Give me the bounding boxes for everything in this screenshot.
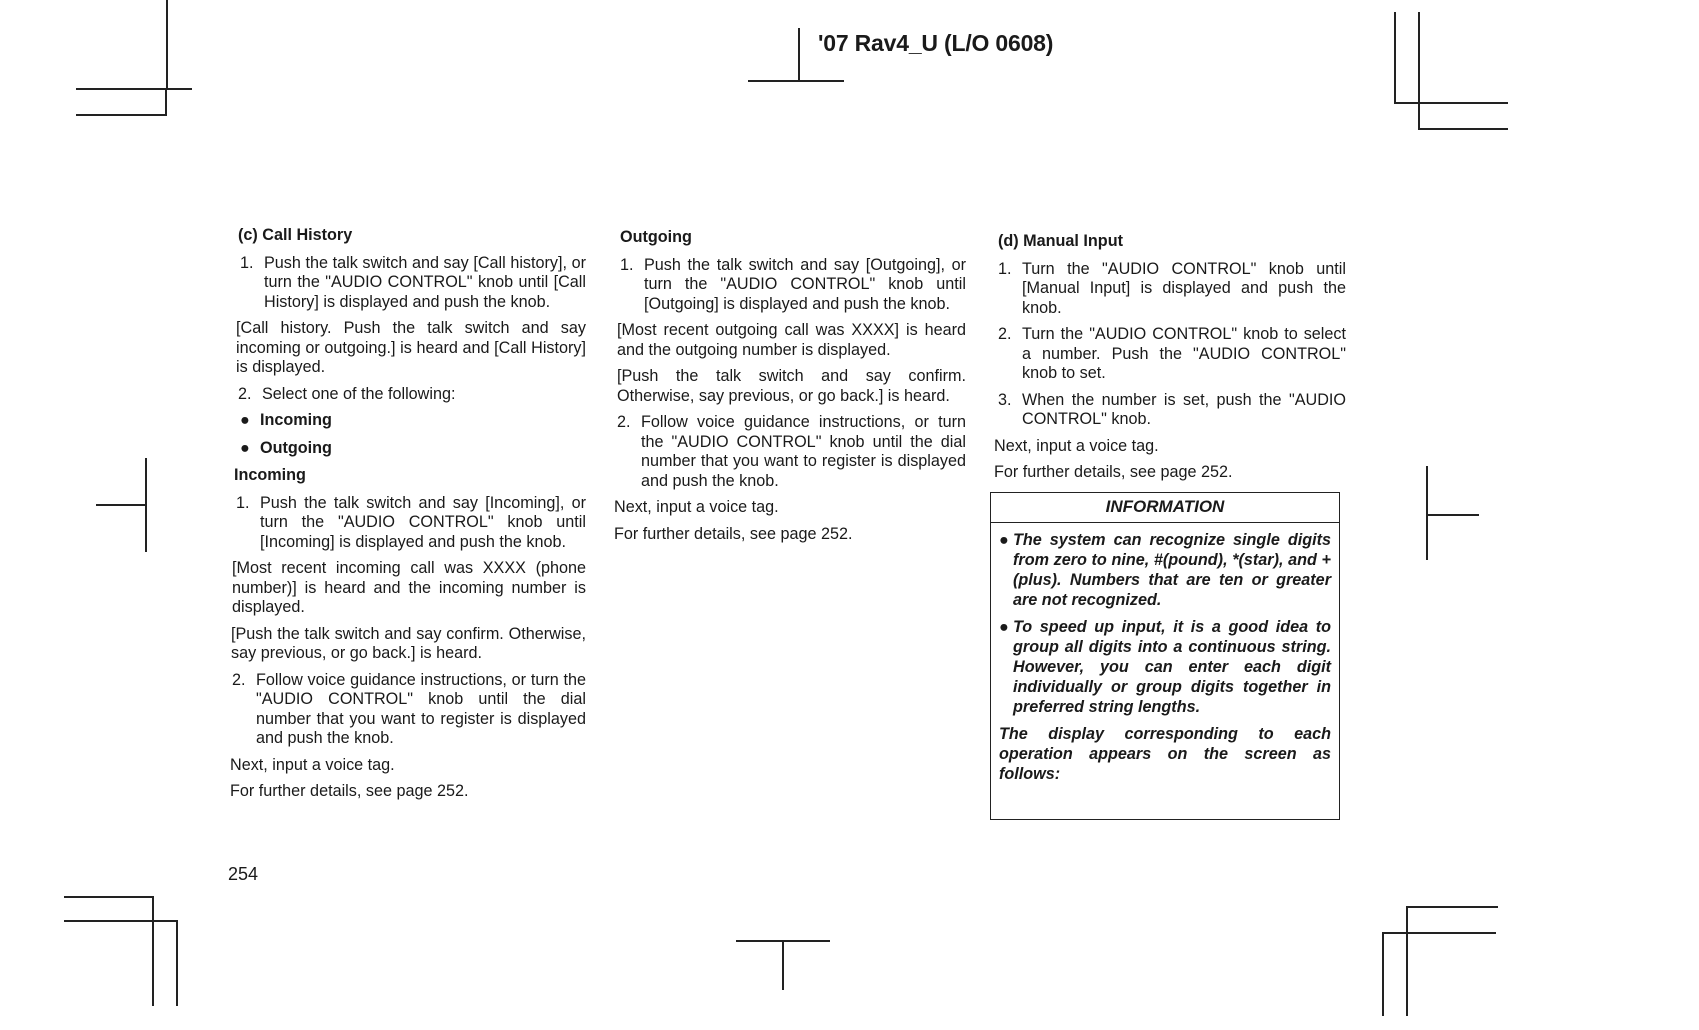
list-item: 2. Turn the "AUDIO CONTROL" knob to select a number. Push the "AUDIO CONTROL" knob to set. — [998, 325, 1346, 382]
paragraph: Next, input a voice tag. — [230, 755, 395, 774]
information-title: INFORMATION — [991, 493, 1339, 523]
list-item: 1. Push the talk switch and say [Outgoing], or turn the "AUDIO CONTROL" knob until [Outgoing] is displayed and push the knob. — [620, 255, 966, 313]
section-heading-outgoing: Outgoing — [620, 228, 692, 246]
list-item: ● To speed up input, it is a good idea to group all digits into a continuous string. However, you can enter each digit individually or group digits together in preferred string lengths. — [999, 618, 1331, 716]
paragraph: [Push the talk switch and say confirm. Otherwise, say previous, or go back.] is heard. — [231, 624, 586, 662]
list-item: 1. Turn the "AUDIO CONTROL" knob until [Manual Input] is displayed and push the knob. — [998, 259, 1346, 317]
list-item: 1. Push the talk switch and say [Call history], or turn the "AUDIO CONTROL" knob until [Call History] is displayed and push the knob. — [240, 253, 586, 311]
subheading-incoming: Incoming — [234, 466, 306, 484]
information-body — [991, 523, 1339, 790]
bullet-item-outgoing: ● Outgoing — [240, 438, 332, 457]
paragraph: For further details, see page 252. — [230, 782, 469, 800]
list-item: 1. Push the talk switch and say [Incoming], or turn the "AUDIO CONTROL" knob until [Incoming] is displayed and push the knob. — [236, 493, 586, 551]
list-item: 2. Select one of the following: — [238, 384, 456, 403]
column-call-history — [230, 226, 586, 809]
paragraph: Next, input a voice tag. — [994, 436, 1159, 455]
paragraph: For further details, see page 252. — [614, 524, 853, 543]
column-manual-input — [994, 232, 1346, 490]
paragraph: [Push the talk switch and say confirm. Otherwise, say previous, or go back.] is heard. — [617, 367, 966, 405]
list-item: 2. Follow voice guidance instructions, or turn the "AUDIO CONTROL" knob until the dial number that you want to register is displayed and push the knob. — [617, 413, 966, 490]
paragraph: [Most recent incoming call was XXXX (phone number)] is heard and the incoming number is displayed. — [232, 559, 586, 616]
list-item: 2. Follow voice guidance instructions, or turn the "AUDIO CONTROL" knob until the dial number that you want to register is displayed and push the knob. — [232, 670, 586, 747]
section-heading-manual-input: (d) Manual Input — [998, 232, 1123, 250]
list-item: ● The system can recognize single digits from zero to nine, #(pound), *(star), and +(plus). Numbers that are ten or greater are not recognized. — [999, 531, 1331, 609]
section-heading-call-history: (c) Call History — [238, 226, 353, 244]
paragraph: [Most recent outgoing call was XXXX] is heard and the outgoing number is displayed. — [617, 321, 966, 359]
paragraph: Next, input a voice tag. — [614, 498, 779, 516]
page-number: 254 — [228, 864, 259, 884]
paragraph: For further details, see page 252. — [994, 463, 1233, 481]
paragraph: The display corresponding to each operation appears on the screen as follows: — [999, 725, 1331, 783]
information-box — [990, 492, 1340, 820]
paragraph: [Call history. Push the talk switch and say incoming or outgoing.] is heard and [Call History] is displayed. — [236, 319, 586, 376]
document-header: '07 Rav4_U (L/O 0608) — [818, 30, 1054, 56]
bullet-item-incoming: ● Incoming — [240, 411, 332, 429]
list-item: 3. When the number is set, push the "AUDIO CONTROL" knob. — [998, 390, 1346, 428]
column-outgoing — [614, 228, 966, 551]
